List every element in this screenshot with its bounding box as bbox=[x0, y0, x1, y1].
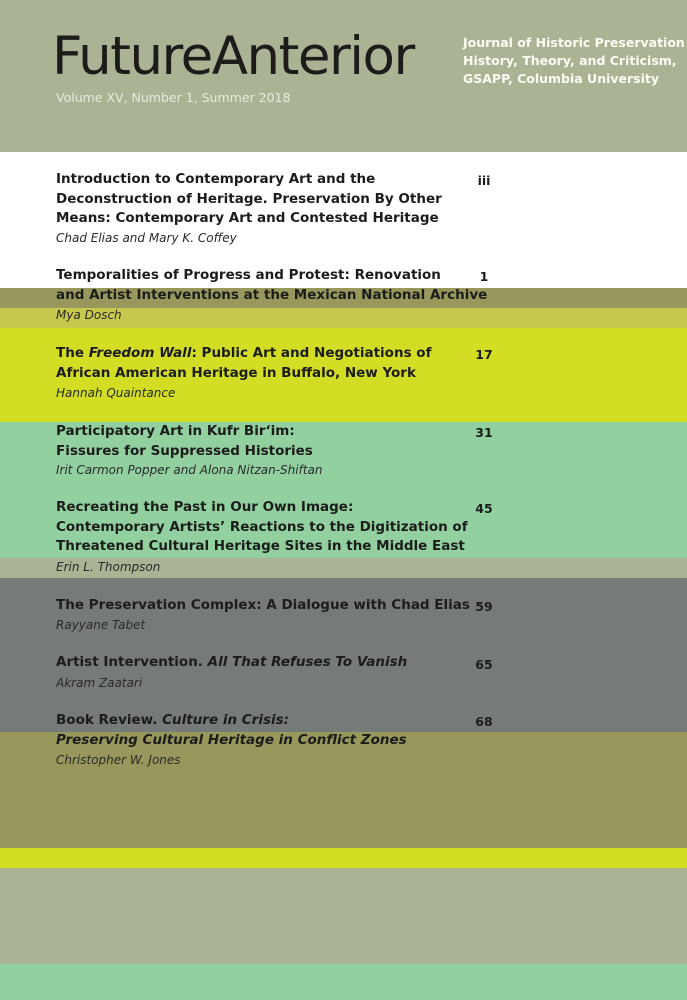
toc-title[interactable]: Introduction to Contemporary Art and the Deconstruction of Heritage. Preservation By Other Means: Contemporary Art and Contested Heritage bbox=[56, 171, 442, 226]
toc-title[interactable] bbox=[56, 711, 407, 750]
toc-author: Hannah Quaintance bbox=[56, 386, 176, 400]
toc-title-prefix: Artist Intervention. bbox=[56, 654, 208, 670]
lime-band-2 bbox=[0, 848, 687, 868]
toc-author: Rayyane Tabet bbox=[56, 618, 146, 632]
toc-title-italic: Freedom Wall bbox=[88, 345, 192, 361]
toc-author: Erin L. Thompson bbox=[56, 560, 161, 574]
toc-title-italic: Culture in Crisis: Preserving Cultural Heritage in Conflict Zones bbox=[56, 712, 407, 748]
sage-band-2 bbox=[0, 868, 687, 964]
toc-page-number: 65 bbox=[475, 657, 493, 672]
toc-page-number: 68 bbox=[475, 714, 493, 729]
toc-page-number: 1 bbox=[479, 269, 489, 284]
issue-info: Volume XV, Number 1, Summer 2018 bbox=[56, 90, 291, 105]
toc-page-number: 45 bbox=[475, 501, 493, 516]
toc-title[interactable]: Participatory Art in Kufr Bir‘im: Fissures for Suppressed Histories bbox=[56, 423, 313, 459]
toc-author: Mya Dosch bbox=[56, 308, 122, 322]
toc-author: Christopher W. Jones bbox=[56, 753, 181, 767]
toc-title[interactable]: The Preservation Complex: A Dialogue with Chad Elias bbox=[56, 597, 470, 613]
toc-author: Irit Carmon Popper and Alona Nitzan-Shiftan bbox=[56, 463, 323, 477]
toc-title-prefix: The bbox=[56, 345, 89, 361]
toc-title[interactable] bbox=[56, 653, 407, 673]
journal-tagline: Journal of Historic Preservation History, Theory, and Criticism, GSAPP, Columbia University bbox=[463, 35, 685, 86]
toc-title[interactable]: Recreating the Past in Our Own Image: Contemporary Artists’ Reactions to the Digitization of Threatened Cultural Heritage Sites in the Middle East bbox=[56, 499, 468, 554]
toc-title-italic: All That Refuses To Vanish bbox=[207, 654, 408, 670]
toc-title-prefix: Book Review. bbox=[56, 712, 163, 728]
journal-logo: FutureAnterior bbox=[52, 26, 414, 87]
mint-band-2 bbox=[0, 964, 687, 1000]
toc-page-number: 17 bbox=[475, 347, 493, 362]
toc-author: Akram Zaatari bbox=[56, 676, 143, 690]
toc-page-number: 31 bbox=[475, 425, 493, 440]
toc-title[interactable]: Temporalities of Progress and Protest: Renovation and Artist Interventions at the Mexican National Archive bbox=[56, 267, 488, 303]
toc-page-number: 59 bbox=[475, 599, 493, 614]
toc-title[interactable] bbox=[56, 344, 431, 383]
toc-author: Chad Elias and Mary K. Coffey bbox=[56, 231, 237, 245]
toc-title-suffix: : Public Art and Negotiations of African American Heritage in Buffalo, New York bbox=[56, 345, 432, 381]
toc-page-number: iii bbox=[477, 173, 491, 188]
